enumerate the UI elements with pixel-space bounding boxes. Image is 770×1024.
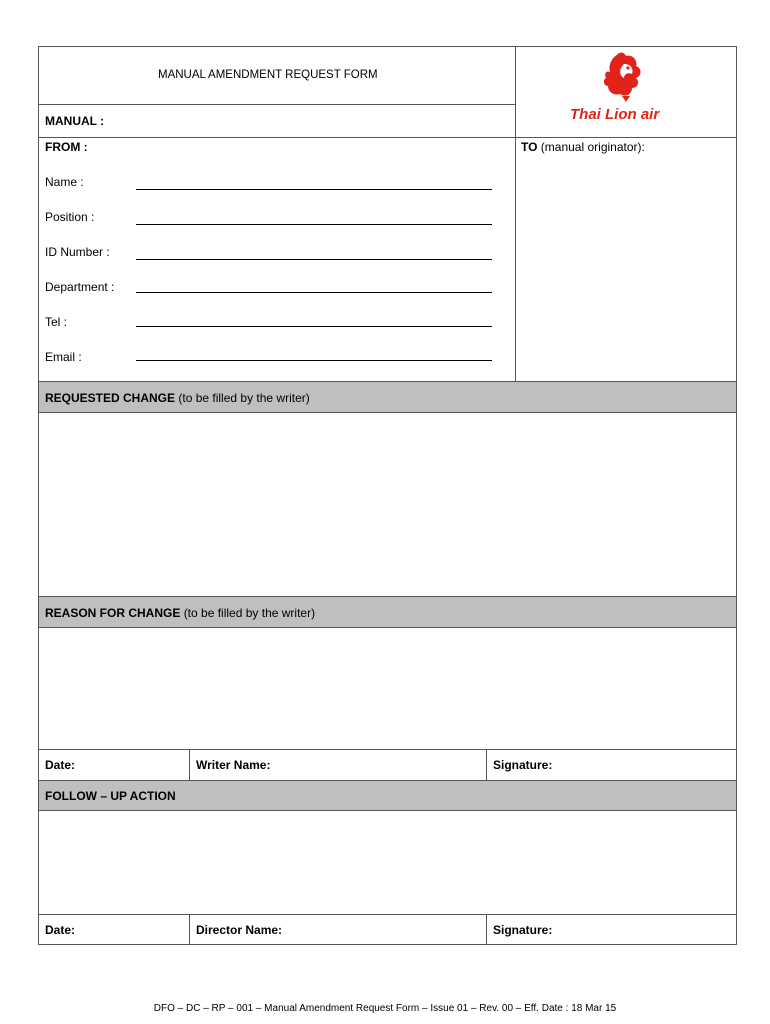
writer-signature-label: Signature: bbox=[493, 758, 553, 772]
requested-change-area[interactable] bbox=[39, 413, 736, 596]
name-field[interactable] bbox=[136, 189, 492, 190]
follow-up-title: FOLLOW – UP ACTION bbox=[45, 789, 176, 803]
department-field[interactable] bbox=[136, 292, 492, 293]
requested-change-heading bbox=[45, 391, 310, 405]
position-field[interactable] bbox=[136, 224, 492, 225]
document-footer: DFO – DC – RP – 001 – Manual Amendment Request Form – Issue 01 – Rev. 00 – Eff. Date : 18 Mar 15 bbox=[153, 1003, 617, 1014]
to-note: (manual originator): bbox=[540, 140, 645, 154]
writer-name-label: Writer Name: bbox=[196, 758, 271, 772]
manual-label: MANUAL : bbox=[45, 114, 105, 128]
reason-for-change-area[interactable] bbox=[39, 628, 736, 749]
email-label: Email : bbox=[45, 350, 82, 364]
thai-lion-air-logo bbox=[598, 50, 650, 102]
tel-field[interactable] bbox=[136, 326, 492, 327]
to-heading bbox=[521, 140, 645, 154]
email-field[interactable] bbox=[136, 360, 492, 361]
writer-date-label: Date: bbox=[45, 758, 76, 772]
form-title: MANUAL AMENDMENT REQUEST FORM bbox=[158, 69, 378, 81]
requested-change-title: REQUESTED CHANGE bbox=[45, 391, 176, 405]
director-signature-label: Signature: bbox=[493, 923, 553, 937]
tel-label: Tel : bbox=[45, 315, 68, 329]
follow-up-area[interactable] bbox=[39, 811, 736, 914]
from-label: FROM : bbox=[45, 140, 88, 154]
id-number-field[interactable] bbox=[136, 259, 492, 260]
name-label: Name : bbox=[45, 175, 84, 189]
brand-name: Thai Lion air bbox=[570, 106, 660, 123]
reason-for-change-heading bbox=[45, 606, 315, 620]
requested-change-note: (to be filled by the writer) bbox=[178, 391, 310, 405]
position-label: Position : bbox=[45, 210, 95, 224]
reason-for-change-note: (to be filled by the writer) bbox=[183, 606, 316, 620]
to-label: TO bbox=[521, 140, 538, 154]
id-number-label: ID Number : bbox=[45, 245, 110, 259]
reason-for-change-title: REASON FOR CHANGE bbox=[45, 606, 181, 620]
department-label: Department : bbox=[45, 280, 115, 294]
director-name-label: Director Name: bbox=[196, 923, 283, 937]
lion-emblem-icon bbox=[598, 50, 650, 102]
director-date-label: Date: bbox=[45, 923, 76, 937]
